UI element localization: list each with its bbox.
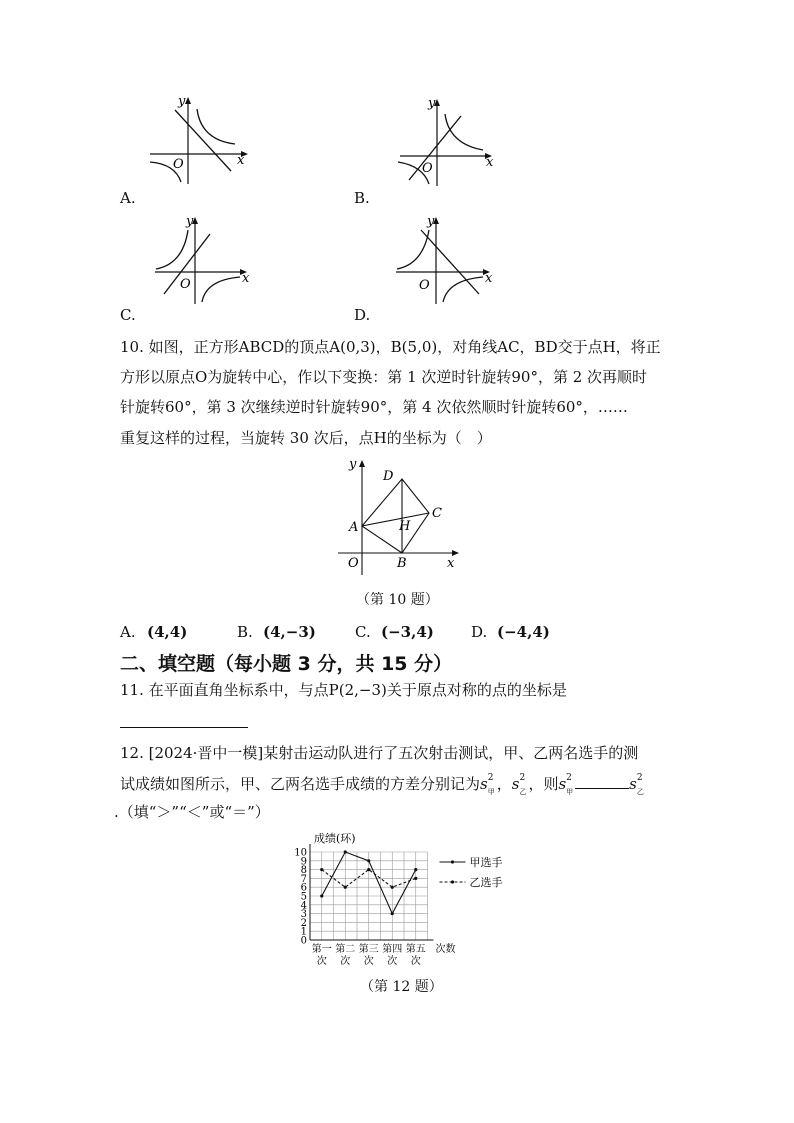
x-tick-label: 第三 xyxy=(358,944,379,955)
hyperbola-branch xyxy=(443,277,483,302)
x-tick-label: 第四 xyxy=(382,944,403,955)
y-tick-label: 4 xyxy=(300,900,307,912)
option-b-letter: B. xyxy=(354,189,370,207)
data-point xyxy=(344,850,347,853)
y-tick-label: 2 xyxy=(300,917,307,929)
q10-figure xyxy=(335,453,465,578)
y-tick-label: 10 xyxy=(294,847,307,859)
y-tick-label: 1 xyxy=(300,926,307,938)
hyperbola-branch xyxy=(202,277,240,302)
q12-line-3: .（填“＞”“＜”或“＝”） xyxy=(114,803,270,821)
s-jia-symbol: s 2 甲 xyxy=(480,773,495,796)
graph-a xyxy=(145,92,255,187)
q10-choice-c-letter: C. xyxy=(355,623,371,641)
origin-label: O xyxy=(173,157,184,172)
y-tick-label: 8 xyxy=(300,865,307,877)
x-tick-label: 次 xyxy=(363,956,374,967)
q12-line-chart xyxy=(290,832,510,972)
hyperbola-branch xyxy=(156,230,188,269)
data-point xyxy=(320,868,323,871)
x-tick-label: 次 xyxy=(410,956,421,967)
x-tick-label: 次 xyxy=(316,956,327,967)
label-o: O xyxy=(348,556,359,571)
q12-line-2-text: 试成绩如图所示，甲、乙两名选手成绩的方差分别记为 xyxy=(120,775,481,793)
y-label: y xyxy=(428,96,436,111)
x-tick-label: 次 xyxy=(387,956,398,967)
y-tick-label: 5 xyxy=(300,891,307,903)
x-label: x xyxy=(242,271,250,286)
label-c: C xyxy=(432,506,442,521)
s-jia-symbol-2: s 2 甲 xyxy=(558,773,574,796)
q10-choice-b-value: (4,−3) xyxy=(263,623,316,641)
origin-label: O xyxy=(180,277,191,292)
y-tick-label: 9 xyxy=(300,856,307,868)
option-a-letter: A. xyxy=(120,189,136,207)
y-tick-label: 7 xyxy=(300,873,307,885)
data-point xyxy=(367,859,370,862)
y-axis-arrow-icon xyxy=(185,97,191,104)
q10-line-4: 重复这样的过程，当旋转 30 次后，点H的坐标为（ ） xyxy=(120,429,492,447)
label-a: A xyxy=(349,520,359,535)
label-d: D xyxy=(383,469,394,484)
section-title: 二、填空题（每小题 3 分，共 15 分） xyxy=(120,653,453,675)
linear-line xyxy=(409,116,461,180)
y-tick-label: 3 xyxy=(300,909,307,921)
y-axis-arrow-icon xyxy=(359,460,365,467)
x-tick-label: 次 xyxy=(340,956,351,967)
label-y: y xyxy=(349,457,357,472)
q11-answer-blank[interactable] xyxy=(120,726,248,728)
data-point xyxy=(414,868,417,871)
graph-c xyxy=(150,212,260,307)
data-point xyxy=(344,886,347,889)
q12-answer-blank[interactable] xyxy=(575,776,629,789)
y-label: y xyxy=(178,94,186,109)
q10-caption: （第 10 题） xyxy=(356,592,439,608)
label-h: H xyxy=(399,519,411,534)
data-point xyxy=(391,886,394,889)
hyperbola-branch xyxy=(397,230,429,269)
x-label: x xyxy=(486,155,494,170)
q12-caption: （第 12 题） xyxy=(360,979,443,995)
data-point xyxy=(320,894,323,897)
graph-d xyxy=(393,212,503,307)
q10-choice-a-value: (4,4) xyxy=(147,623,188,641)
s-yi-symbol: s 2 乙 xyxy=(511,773,527,796)
label-x: x xyxy=(447,556,455,571)
q10-line-3: 针旋转60°，第 3 次继续逆时针旋转90°，第 4 次依然顺时针旋转60°，…… xyxy=(120,398,628,416)
legend-marker xyxy=(451,880,454,883)
legend-marker xyxy=(451,860,454,863)
x-axis-label: 次数 xyxy=(435,944,456,955)
s-yi-symbol-2: s 2 乙 xyxy=(629,773,644,796)
legend-label: 乙选手 xyxy=(469,876,503,889)
hyperbola-branch xyxy=(197,109,235,144)
q12-line-2: 试成绩如图所示，甲、乙两名选手成绩的方差分别记为s 2 甲 ，s 2 乙 ，则s 2 甲 s 2 乙 xyxy=(120,773,644,796)
origin-label: O xyxy=(419,278,430,293)
q10-line-1: 10. 如图，正方形ABCD的顶点A(0,3)，B(5,0)，对角线AC，BD交于点H，将正 xyxy=(120,338,661,356)
chart-title: 成绩(环) xyxy=(314,832,356,845)
option-d-letter: D. xyxy=(354,306,371,324)
q11-line-1: 11. 在平面直角坐标系中，与点P(2,−3)关于原点对称的点的坐标是 xyxy=(120,681,567,699)
x-label: x xyxy=(237,153,245,168)
q10-choice-d-value: (−4,4) xyxy=(497,623,550,641)
hyperbola-branch xyxy=(445,114,483,150)
q10-choice-c-value: (−3,4) xyxy=(381,623,434,641)
x-tick-label: 第一 xyxy=(311,944,332,955)
data-point xyxy=(391,912,394,915)
y-tick-label: 6 xyxy=(300,882,307,894)
q12-line-1: 12. [2024·晋中一模]某射击运动队进行了五次射击测试，甲、乙两名选手的测 xyxy=(120,744,639,762)
legend-label: 甲选手 xyxy=(469,856,503,869)
option-c-letter: C. xyxy=(120,306,136,324)
data-point xyxy=(414,877,417,880)
x-tick-label: 第二 xyxy=(335,944,356,955)
y-label: y xyxy=(186,214,194,229)
q10-line-2: 方形以原点O为旋转中心，作以下变换：第 1 次逆时针旋转90°，第 2 次再顺时 xyxy=(120,368,648,386)
x-tick-label: 第五 xyxy=(405,944,426,955)
origin-label: O xyxy=(422,161,433,176)
data-point xyxy=(367,868,370,871)
square-abcd xyxy=(362,479,429,553)
label-b: B xyxy=(397,556,407,571)
linear-line xyxy=(421,230,479,294)
y-label: y xyxy=(427,214,435,229)
q10-choice-a-letter: A. xyxy=(120,623,136,641)
x-label: x xyxy=(485,271,493,286)
y-tick-label: 0 xyxy=(300,935,307,947)
q10-choice-b-letter: B. xyxy=(237,623,253,641)
q10-choice-d-letter: D. xyxy=(471,623,488,641)
graph-b xyxy=(395,94,505,189)
